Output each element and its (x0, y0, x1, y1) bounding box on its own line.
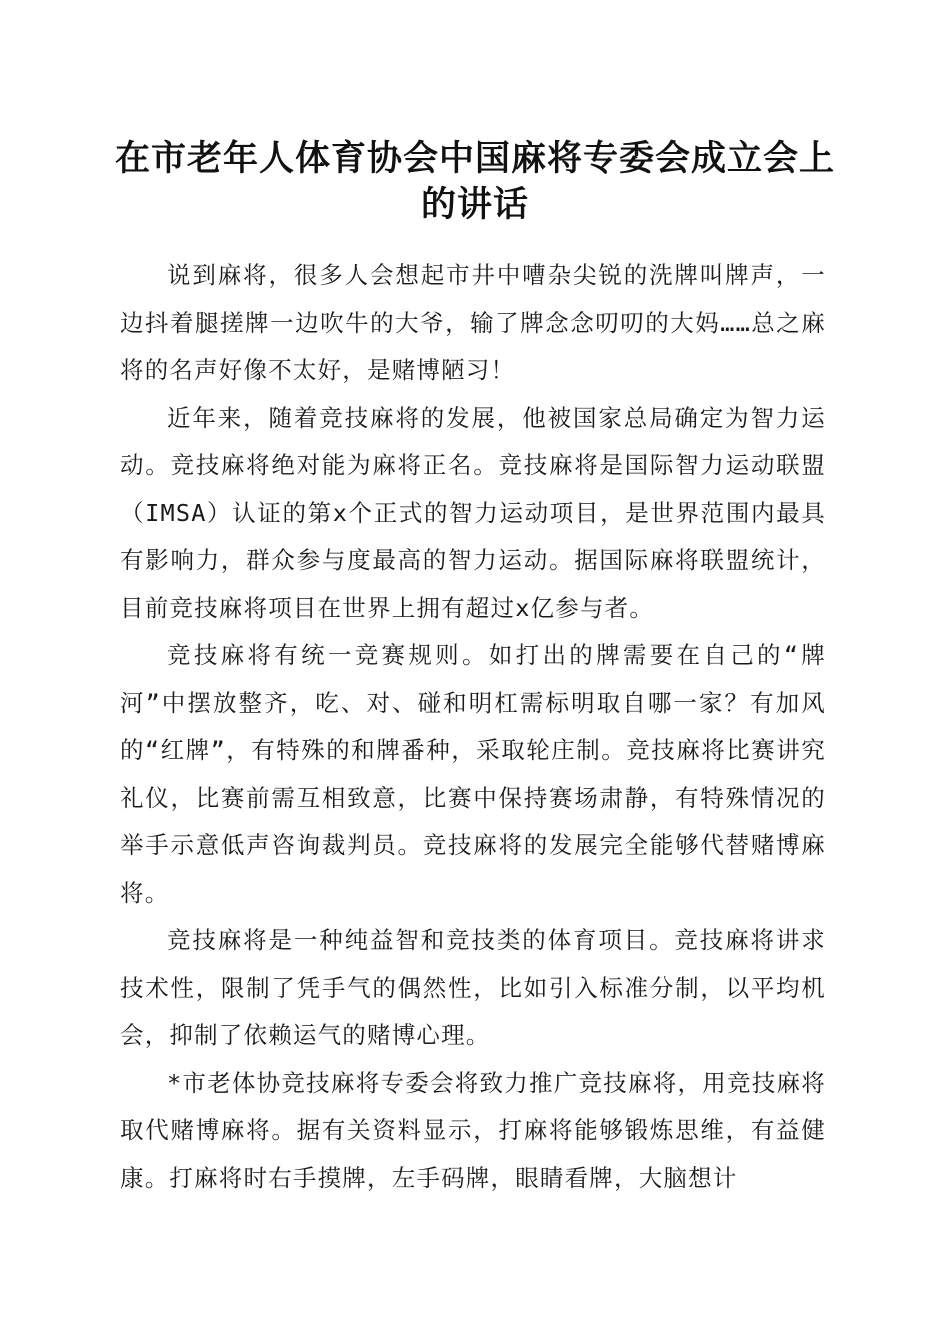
paragraph: 说到麻将，很多人会想起市井中嘈杂尖锐的洗牌叫牌声，一边抖着腿搓牌一边吹牛的大爷，输了牌念念叨叨的大妈……总之麻将的名声好像不太好，是赌博陋习！ (120, 261, 826, 384)
paragraph: 近年来，随着竞技麻将的发展，他被国家总局确定为智力运动。竞技麻将绝对能为麻将正名。竞技麻将是国际智力运动联盟（IMSA）认证的第x个正式的智力运动项目，是世界范围内最具有影响力，群众参与度最高的智力运动。据国际麻将联盟统计，目前竞技麻将项目在世界上拥有超过x亿参与者。 (120, 403, 826, 622)
paragraph: 竞技麻将是一种纯益智和竞技类的体育项目。竞技麻将讲求技术性，限制了凭手气的偶然性，比如引入标准分制，以平均机会，抑制了依赖运气的赌博心理。 (120, 926, 826, 1049)
document-title: 在市老年人体育协会中国麻将专委会成立会上的讲话 (114, 138, 835, 225)
paragraph: 竞技麻将有统一竞赛规则。如打出的牌需要在自己的“牌河”中摆放整齐，吃、对、碰和明杠需标明取自哪一家？有加风的“红牌”，有特殊的和牌番种，采取轮庄制。竞技麻将比赛讲究礼仪，比赛前需互相致意，比赛中保持赛场肃静，有特殊情况的举手示意低声咨询裁判员。竞技麻将的发展完全能够代替赌博麻将。 (120, 641, 826, 907)
paragraph: *市老体协竞技麻将专委会将致力推广竞技麻将，用竞技麻将取代赌博麻将。据有关资料显示，打麻将能够锻炼思维，有益健康。打麻将时右手摸牌，左手码牌，眼睛看牌，大脑想计 (120, 1068, 826, 1192)
document-body (120, 252, 826, 1202)
